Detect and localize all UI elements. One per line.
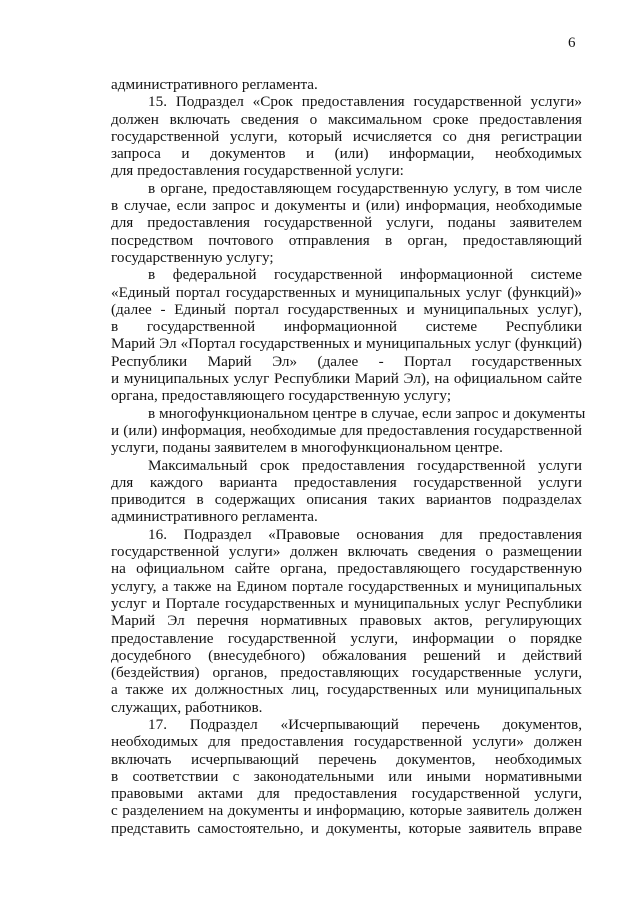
text-line: включать исчерпывающий перечень документов, необходимых [111,750,582,768]
page-number: 6 [568,35,576,51]
text-line: служащих, работников. [111,698,263,716]
text-line: Марий Эл «Портал государственных и муниципальных услуг (функций) [111,335,582,353]
text-line: в случае, если запрос и документы и (или) информация, необходимые [111,197,582,215]
text-line: в органе, предоставляющем государственную услугу, в том числе [148,179,582,197]
text-line: услуг и Портале государственных и муниципальных услуг Республики [111,594,582,612]
text-line: Максимальный срок предоставления государственной услуги [148,456,582,474]
text-line: государственной услуги, который исчисляется со дня регистрации [111,127,582,145]
text-line: с разделением на документы и информацию, которые заявитель должен [111,802,582,820]
text-line: в федеральной государственной информационной системе [148,266,582,284]
text-line: и муниципальных услуг Республики Марий Эл), на официальном сайте [111,370,582,388]
text-line: 16. Подраздел «Правовые основания для предоставления [148,525,582,543]
text-line: запроса и документов и (или) информации, необходимых [111,145,582,163]
text-line: и (или) информация, необходимые для предоставления государственной [111,421,582,439]
text-line: а также их должностных лиц, государственных или муниципальных [111,681,582,699]
text-line: в государственной информационной системе Республики [111,318,582,336]
text-line: в соответствии с законодательными или иными нормативными [111,767,582,785]
text-line: «Единый портал государственных и муниципальных услуг (функций)» [111,283,582,301]
text-line: в многофункциональном центре в случае, если запрос и документы [148,404,586,422]
text-line: (далее - Единый портал государственных и муниципальных услуг), [111,300,582,318]
text-line: для предоставления государственной услуги: [111,162,404,180]
text-line: 17. Подраздел «Исчерпывающий перечень документов, [148,715,582,733]
text-line: государственную услугу; [111,248,274,266]
text-line: для предоставления государственной услуги, поданы заявителем [111,214,582,232]
text-line: административного регламента. [111,508,318,526]
text-line: представить самостоятельно, и документы, которые заявитель вправе [111,819,582,837]
text-line: правовыми актами для предоставления государственной услуги, [111,785,582,803]
text-line: (бездействия) органов, предоставляющих государственные услуги, [111,664,582,682]
text-line: для каждого варианта предоставления государственной услуги [111,473,582,491]
text-line: на официальном сайте органа, предоставляющего государственную [111,560,582,578]
text-line: государственной услуги» должен включать сведения о размещении [111,543,582,561]
text-line: услуги, поданы заявителем в многофункциональном центре. [111,439,503,457]
text-line: приводится в содержащих описания таких вариантов подразделах [111,491,582,509]
document-body [111,76,586,837]
text-line: посредством почтового отправления в орган, предоставляющий [111,231,582,249]
text-line: 15. Подраздел «Срок предоставления государственной услуги» [148,93,582,111]
text-line: органа, предоставляющего государственную услугу; [111,387,452,405]
text-line: Республики Марий Эл» (далее - Портал государственных [111,352,582,370]
text-line: услугу, а также на Едином портале государственных и муниципальных [111,577,582,595]
text-line: административного регламента. [111,76,318,93]
text-line: досудебного (внесудебного) обжалования решений и действий [111,646,582,664]
text-line: должен включать сведения о максимальном сроке предоставления [111,110,582,128]
text-line: предоставление государственной услуги, информации о порядке [111,629,582,647]
text-line: Марий Эл перечня нормативных правовых актов, регулирующих [111,612,582,630]
text-line: необходимых для предоставления государственной услуги» должен [111,733,582,751]
